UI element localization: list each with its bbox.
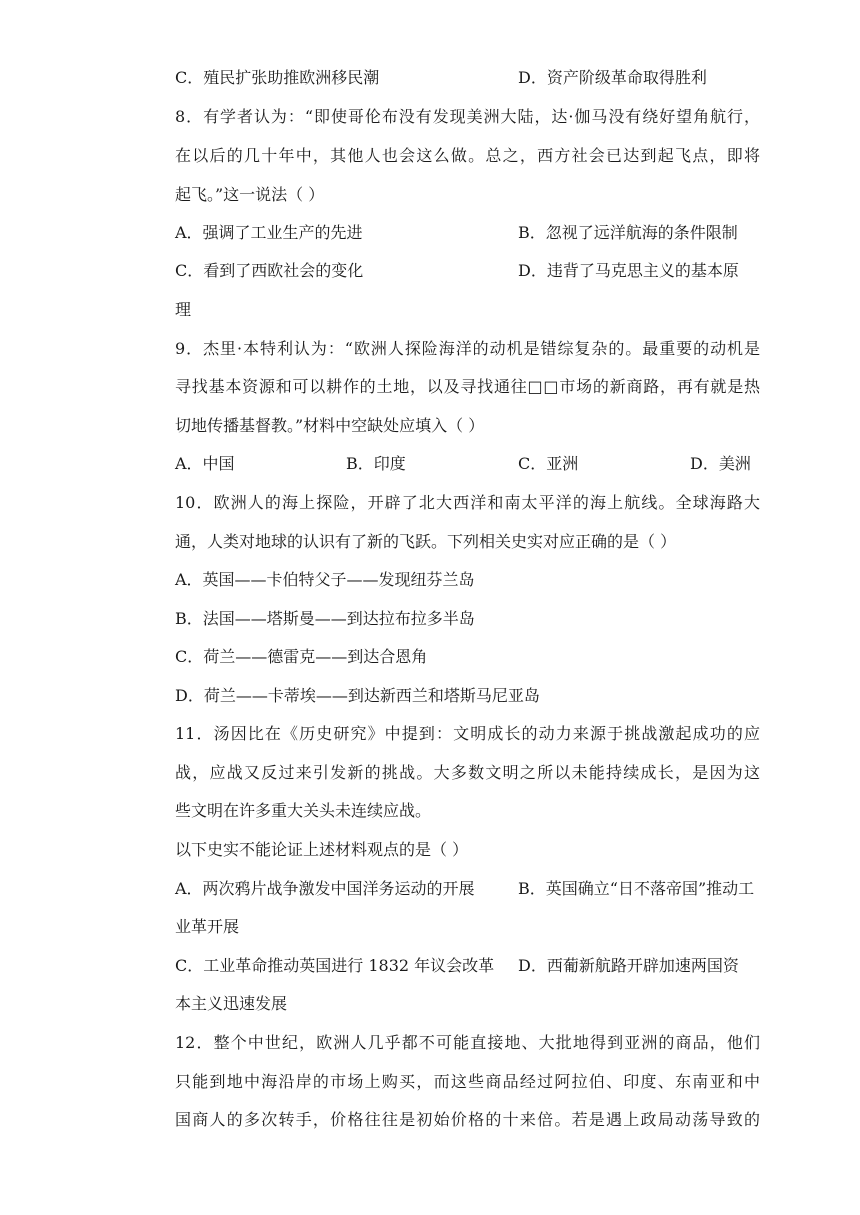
q9-stem-line-3: 切地传播基督教。”材料中空缺处应填入（ ） bbox=[175, 416, 485, 435]
q10-stem-line-1: 10．欧洲人的海上探险，开辟了北大西洋和南太平洋的海上航线。全球海路大 bbox=[175, 493, 760, 512]
q9-option-a: A．中国 bbox=[175, 454, 235, 473]
q11-option-b: B．英国确立“日不落帝国”推动工 bbox=[518, 879, 755, 898]
q9-option-b: B．印度 bbox=[346, 454, 406, 473]
q11-option-c: C．工业革命推动英国进行 1832 年议会改革 bbox=[175, 956, 495, 975]
q9-option-c: C．亚洲 bbox=[518, 454, 579, 473]
q10-option-b: B．法国——塔斯曼——到达拉布拉多半岛 bbox=[175, 609, 475, 628]
q8-stem-line-3: 起飞。”这一说法（ ） bbox=[175, 185, 325, 204]
q11-stem-line-2: 战，应战又反过来引发新的挑战。大多数文明之所以未能持续成长，是因为这 bbox=[175, 763, 760, 782]
q10-stem-line-2: 通，人类对地球的认识有了新的飞跃。下列相关史实对应正确的是（ ） bbox=[175, 532, 677, 551]
q8-option-b: B．忽视了远洋航海的条件限制 bbox=[518, 223, 738, 242]
q11-stem-line-1: 11．汤因比在《历史研究》中提到：文明成长的动力来源于挑战激起成功的应 bbox=[175, 724, 760, 743]
q7-option-c: C．殖民扩张助推欧洲移民潮 bbox=[175, 68, 380, 87]
q8-option-c: C．看到了西欧社会的变化 bbox=[175, 261, 364, 280]
q10-option-a: A．英国——卡伯特父子——发现纽芬兰岛 bbox=[175, 570, 475, 589]
q8-option-d-wrap: 理 bbox=[175, 300, 192, 319]
q10-option-d: D．荷兰——卡蒂埃——到达新西兰和塔斯马尼亚岛 bbox=[175, 686, 540, 705]
q11-stem-line-3: 些文明在许多重大关头未连续应战。 bbox=[175, 801, 432, 820]
q9-stem-line-1: 9．杰里·本特利认为：“欧洲人探险海洋的动机是错综复杂的。最重要的动机是 bbox=[175, 339, 760, 358]
q9-option-d: D．美洲 bbox=[690, 454, 751, 473]
q8-option-a: A．强调了工业生产的先进 bbox=[175, 223, 363, 242]
q11-option-a: A．两次鸦片战争激发中国洋务运动的开展 bbox=[175, 879, 475, 898]
q9-stem-line-2: 寻找基本资源和可以耕作的土地，以及寻找通往□□市场的新商路，再有就是热 bbox=[175, 377, 760, 396]
q7-option-d: D．资产阶级革命取得胜利 bbox=[518, 68, 707, 87]
q12-stem-line-1: 12．整个中世纪，欧洲人几乎都不可能直接地、大批地得到亚洲的商品，他们 bbox=[175, 1033, 760, 1052]
q8-option-d: D．违背了马克思主义的基本原 bbox=[518, 261, 739, 280]
q8-stem-line-2: 在以后的几十年中，其他人也会这么做。总之，西方社会已达到起飞点，即将 bbox=[175, 146, 760, 165]
q11-option-d-wrap: 本主义迅速发展 bbox=[175, 994, 288, 1013]
q11-option-d: D．西葡新航路开辟加速两国资 bbox=[518, 956, 739, 975]
q8-stem-line-1: 8．有学者认为：“即使哥伦布没有发现美洲大陆，达·伽马没有绕好望角航行， bbox=[175, 107, 760, 126]
q12-stem-line-3: 国商人的多次转手，价格往往是初始价格的十来倍。若是遇上政局动荡导致的 bbox=[175, 1110, 760, 1129]
q10-option-c: C．荷兰——德雷克——到达合恩角 bbox=[175, 647, 428, 666]
q11-option-b-wrap: 业革开展 bbox=[175, 917, 240, 936]
q11-stem-line-4: 以下史实不能论证上述材料观点的是（ ） bbox=[175, 840, 469, 859]
q12-stem-line-2: 只能到地中海沿岸的市场上购买，而这些商品经过阿拉伯、印度、东南亚和中 bbox=[175, 1072, 760, 1091]
